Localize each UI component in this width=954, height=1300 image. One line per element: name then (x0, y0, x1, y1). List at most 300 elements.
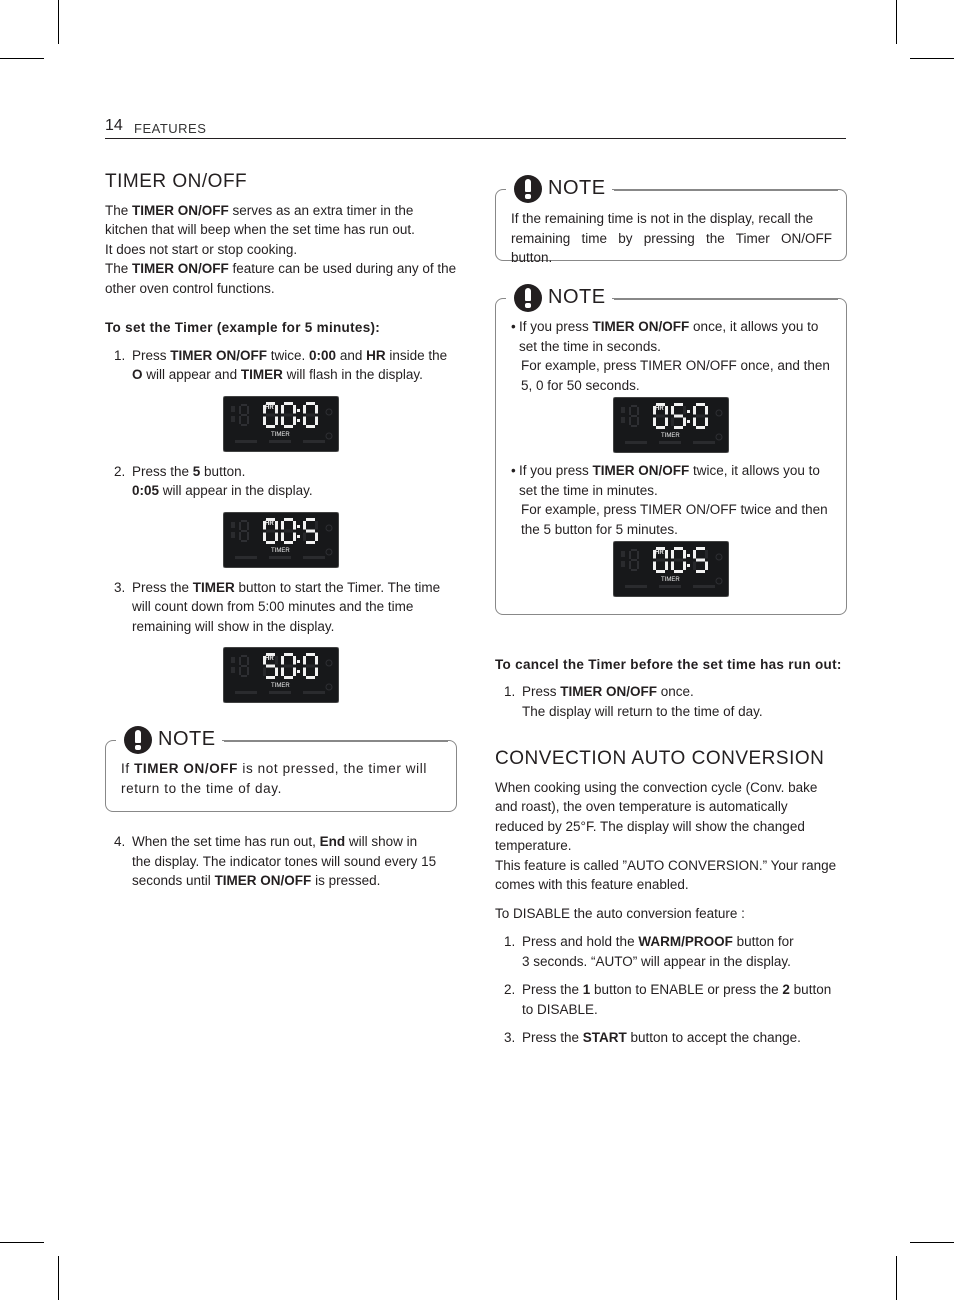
remaining-time-note-box (495, 177, 847, 265)
lcd-segment (693, 406, 696, 415)
step-number: 4. (114, 834, 126, 849)
lcd-segment (306, 665, 315, 668)
text-line: seconds until TIMER ON/OFF is pressed. (132, 873, 381, 888)
lcd-colon-dot (297, 660, 300, 663)
lcd-ghost-label (303, 556, 325, 559)
lcd-segment (696, 403, 705, 406)
bullet-dot: • (511, 319, 516, 334)
lcd-segment (263, 532, 266, 541)
convection-paragraph (495, 778, 847, 895)
text-line: 5, 0 for 50 seconds. (521, 377, 640, 393)
crop-mark (0, 58, 44, 59)
lcd-segment (247, 522, 249, 530)
bold-term: 5 (192, 463, 201, 479)
text-line: remaining time by pressing the Timer ON/OFF button. (511, 230, 832, 265)
lcd-segment (281, 405, 284, 414)
lcd-ghost-label (231, 406, 235, 412)
lcd-segment (241, 655, 247, 657)
lcd-segment (653, 562, 656, 571)
lcd-timer-label: TIMER (661, 577, 680, 583)
lcd-segment (315, 405, 318, 414)
bold-term: TIMER (192, 579, 235, 595)
lcd-segment (306, 425, 315, 428)
lcd-timer-label: TIMER (271, 431, 290, 438)
lcd-segment (275, 416, 278, 425)
lcd-colon-dot (687, 420, 690, 423)
text-line: to DISABLE. (522, 1001, 598, 1017)
text-line: O will appear and TIMER will flash in the display. (132, 367, 423, 382)
lcd-segment (696, 415, 705, 418)
bold-term: TIMER ON/OFF (132, 202, 229, 218)
lcd-segment (275, 656, 278, 665)
text-line: reduced by 25°F. The display will show the changed (495, 818, 805, 834)
text-line: Press the TIMER button to start the Timer. The time (132, 579, 441, 595)
note-heading (506, 174, 612, 204)
lcd-segment (674, 426, 683, 429)
lcd-segment (293, 532, 296, 541)
lcd-segment (696, 559, 705, 562)
lcd-ghost-label (231, 657, 235, 663)
lcd-segment (665, 550, 668, 559)
lcd-segment (674, 415, 683, 418)
timer-step-3 (105, 578, 457, 637)
lcd-ghost-label (235, 440, 257, 443)
bold-term: O (132, 367, 143, 382)
step-number: 3. (504, 1030, 516, 1045)
lcd-segment (705, 418, 708, 427)
bold-term: TIMER ON/OFF (560, 684, 658, 699)
crop-mark (896, 0, 897, 44)
text-line: Press the START button to accept the change. (522, 1030, 801, 1045)
lcd-ghost-label (693, 585, 715, 588)
lcd-segment (275, 405, 278, 414)
text-line: the display. The indicator tones will sound every 15 (132, 853, 437, 869)
step-number: 1. (504, 934, 516, 949)
bold-term: 0:05 (132, 483, 160, 498)
lcd-segment (275, 532, 278, 541)
lcd-ghost-label (231, 522, 235, 528)
lcd-ghost-label (231, 416, 235, 422)
bold-term: START (582, 1030, 627, 1045)
bold-term: 0:00 (309, 347, 337, 363)
lcd-segment (674, 570, 683, 573)
lcd-segment (303, 405, 306, 414)
text-line: 3 seconds. “AUTO” will appear in the display. (522, 953, 791, 969)
lcd-segment (284, 541, 293, 544)
lcd-ghost-label (231, 532, 235, 538)
text-line: will count down from 5:00 minutes and the time (132, 599, 414, 614)
lcd-segment (671, 562, 674, 571)
lcd-segment (653, 418, 656, 427)
lcd-colon-dot (297, 409, 300, 412)
lcd-segment (696, 547, 705, 550)
lcd-segment (315, 416, 318, 425)
lcd-display-0-50 (613, 397, 729, 453)
note-rule (614, 190, 838, 191)
lcd-segment (241, 414, 247, 416)
exclamation-icon (514, 175, 542, 203)
lcd-segment (671, 418, 674, 427)
lcd-segment (284, 425, 293, 428)
text-line: For example, press TIMER ON/OFF once, and then (521, 358, 830, 373)
lcd-ghost-label (303, 691, 325, 694)
lcd-ghost-label (621, 417, 625, 423)
lcd-segment (284, 676, 293, 679)
lcd-segment (247, 667, 249, 675)
lcd-segment (266, 425, 275, 428)
lcd-segment (629, 561, 631, 569)
lcd-segment (241, 424, 247, 426)
lcd-segment (637, 417, 639, 425)
lcd-segment (665, 406, 668, 415)
lcd-hr-label: HR (265, 520, 274, 527)
lcd-ghost-label (235, 691, 257, 694)
lcd-segment (306, 676, 315, 679)
lcd-ghost-label (235, 556, 257, 559)
lcd-segment (674, 403, 683, 406)
set-timer-subheading: To set the Timer (example for 5 minutes): (105, 320, 381, 335)
lcd-segment (683, 418, 686, 427)
lcd-segment (284, 518, 293, 521)
lcd-ghost-label (621, 407, 625, 413)
text-line: Press TIMER ON/OFF once. (522, 684, 694, 699)
lcd-segment (275, 668, 278, 677)
lcd-segment (306, 413, 315, 416)
text-line: remaining will show in the display. (132, 618, 335, 634)
convection-title: CONVECTION AUTO CONVERSION (495, 748, 825, 769)
lcd-ghost-label (269, 556, 291, 559)
text-line: This feature is called ”AUTO CONVERSION.” Your range (495, 857, 837, 873)
text-line: Press the 1 button to ENABLE or press the 2 button (522, 982, 832, 997)
lcd-segment (631, 415, 637, 417)
text-line: kitchen that will beep when the set time has run out. (105, 222, 415, 237)
text-line: If you press TIMER ON/OFF twice, it allows you to (519, 463, 820, 478)
lcd-segment (303, 416, 306, 425)
text-line: If you press TIMER ON/OFF once, it allows you to (519, 319, 819, 334)
lcd-ghost-label (269, 691, 291, 694)
bullet-seconds (511, 317, 831, 395)
lcd-display-0-05 (223, 512, 339, 568)
lcd-segment (284, 529, 293, 532)
lcd-segment (241, 530, 247, 532)
convection-step-1 (495, 932, 847, 971)
lcd-segment (241, 675, 247, 677)
lcd-timer-label: TIMER (661, 433, 680, 439)
bold-term: End (319, 834, 346, 849)
text-line: For example, press TIMER ON/OFF twice and then (521, 502, 828, 517)
lcd-segment (293, 405, 296, 414)
lcd-segment (306, 518, 315, 521)
note-heading (506, 283, 612, 313)
lcd-segment (239, 416, 241, 424)
text-line: other oven control functions. (105, 280, 275, 296)
bold-term: HR (366, 347, 386, 363)
lcd-segment (705, 406, 708, 415)
text-line: It does not start or stop cooking. (105, 241, 298, 257)
lcd-segment (705, 562, 708, 571)
lcd-segment (266, 665, 275, 668)
lcd-colon-dot (297, 419, 300, 422)
text-line: The display will return to the time of day. (522, 703, 763, 719)
timer-step-1 (105, 346, 457, 385)
lcd-segment (629, 417, 631, 425)
timer-step-4 (105, 832, 457, 891)
lcd-segment (665, 562, 668, 571)
bold-term: TIMER ON/OFF (214, 873, 312, 888)
note-label: NOTE (548, 286, 606, 309)
lcd-svg (613, 541, 729, 597)
lcd-segment (656, 570, 665, 573)
lcd-ghost-label (659, 441, 681, 444)
lcd-display-5-00 (223, 647, 339, 703)
lcd-segment (656, 415, 665, 418)
text-line: the 5 button for 5 minutes. (521, 521, 678, 537)
lcd-segment (696, 426, 705, 429)
lcd-segment (315, 656, 318, 665)
convection-step-3 (495, 1028, 847, 1048)
lcd-segment (284, 653, 293, 656)
text-line: set the time in minutes. (519, 482, 658, 498)
lcd-segment (315, 668, 318, 677)
text-line: Press the 5 button. (132, 463, 246, 479)
note-text (121, 759, 442, 798)
lcd-hr-label: HR (265, 656, 274, 662)
cancel-step-1 (495, 682, 847, 721)
step-number: 2. (114, 463, 126, 479)
lcd-segment (683, 550, 686, 559)
timer-step-2 (105, 462, 457, 501)
lcd-segment (693, 418, 696, 427)
lcd-segment (674, 559, 683, 562)
lcd-segment (293, 668, 296, 677)
note-rule (614, 299, 838, 300)
right-column (495, 177, 847, 1048)
lcd-timer-label: TIMER (271, 683, 290, 689)
lcd-segment (284, 665, 293, 668)
lcd-colon-dot (297, 525, 300, 528)
text-line: The TIMER ON/OFF feature can be used during any of the (105, 261, 457, 276)
lcd-segment (306, 402, 315, 405)
lcd-segment (637, 551, 639, 559)
lcd-ghost-label (693, 441, 715, 444)
lcd-segment (696, 570, 705, 573)
disable-intro: To DISABLE the auto conversion feature : (495, 905, 745, 921)
lcd-segment (239, 406, 241, 414)
lcd-segment (683, 406, 686, 415)
lcd-segment (284, 413, 293, 416)
lcd-segment (239, 657, 241, 665)
bold-term: TIMER ON/OFF (592, 319, 690, 334)
bold-term: TIMER ON/OFF (134, 761, 239, 776)
lcd-segment (665, 418, 668, 427)
lcd-segment (266, 541, 275, 544)
lcd-segment (263, 668, 266, 677)
lcd-hr-label: HR (655, 406, 664, 412)
lcd-segment (247, 657, 249, 665)
lcd-segment (303, 532, 306, 541)
lcd-segment (693, 550, 696, 559)
lcd-display-0-00 (223, 396, 339, 452)
lcd-svg (223, 396, 339, 452)
lcd-segment (303, 521, 306, 530)
lcd-segment (266, 676, 275, 679)
lcd-segment (315, 521, 318, 530)
lcd-ghost-label (625, 585, 647, 588)
text-line: When the set time has run out, End will show in (132, 834, 418, 849)
lcd-segment (306, 529, 315, 532)
lcd-segment (303, 656, 306, 665)
lcd-segment (247, 406, 249, 414)
page-number: 14 (105, 117, 123, 134)
lcd-hr-label: HR (265, 404, 274, 411)
timer-note-box (105, 728, 457, 812)
step-number: 1. (114, 347, 126, 363)
exclamation-icon (514, 284, 542, 312)
crop-mark (58, 1256, 59, 1300)
lcd-hr-label: HR (655, 550, 664, 556)
lcd-segment (306, 653, 315, 656)
lcd-segment (629, 407, 631, 415)
lcd-segment (631, 405, 637, 407)
lcd-svg (223, 512, 339, 568)
lcd-segment (671, 550, 674, 559)
lcd-segment (247, 532, 249, 540)
lcd-ghost-label (303, 440, 325, 443)
lcd-segment (293, 521, 296, 530)
bullet-minutes (511, 461, 831, 539)
lcd-segment (671, 406, 674, 415)
lcd-segment (266, 413, 275, 416)
lcd-segment (705, 550, 708, 559)
bold-term: TIMER ON/OFF (132, 261, 229, 276)
lcd-segment (293, 416, 296, 425)
timer-intro (105, 201, 457, 299)
exclamation-icon (124, 726, 152, 754)
lcd-segment (281, 416, 284, 425)
lcd-segment (303, 668, 306, 677)
lcd-svg (613, 397, 729, 453)
text-line: comes with this feature enabled. (495, 877, 689, 892)
lcd-svg (223, 647, 339, 703)
lcd-segment (281, 656, 284, 665)
lcd-ghost-label (269, 440, 291, 443)
text-line: Press and hold the WARM/PROOF button for (522, 934, 794, 949)
lcd-segment (693, 562, 696, 571)
lcd-segment (281, 521, 284, 530)
lcd-segment (631, 569, 637, 571)
lcd-segment (306, 541, 315, 544)
text-line: If TIMER ON/OFF is not pressed, the timer will (121, 761, 427, 776)
lcd-ghost-label (231, 667, 235, 673)
timer-modes-note-box (495, 286, 847, 615)
lcd-segment (629, 551, 631, 559)
lcd-segment (637, 561, 639, 569)
lcd-segment (239, 522, 241, 530)
lcd-segment (315, 532, 318, 541)
lcd-segment (241, 665, 247, 667)
note-label: NOTE (158, 728, 216, 751)
text-line: If the remaining time is not in the display, recall the (511, 211, 814, 226)
bold-term: TIMER ON/OFF (592, 463, 690, 478)
text-line: When cooking using the convection cycle (Conv. bake (495, 779, 818, 795)
crop-mark (896, 1256, 897, 1300)
lcd-segment (631, 425, 637, 427)
step-number: 3. (114, 579, 126, 595)
note-text (511, 209, 832, 268)
note-rule (224, 741, 448, 742)
note-heading (116, 725, 222, 755)
timer-title: TIMER ON/OFF (105, 171, 248, 192)
lcd-segment (263, 416, 266, 425)
crop-mark (910, 1242, 954, 1243)
bold-term: 1 (582, 982, 591, 997)
lcd-segment (631, 549, 637, 551)
cancel-timer-subheading: To cancel the Timer before the set time has run out: (495, 657, 842, 672)
section-label: FEATURES (134, 121, 207, 136)
text-line: The TIMER ON/OFF serves as an extra timer in the (105, 202, 414, 218)
note-label: NOTE (548, 177, 606, 200)
lcd-ghost-label (621, 561, 625, 567)
convection-step-2 (495, 980, 847, 1019)
lcd-segment (247, 416, 249, 424)
lcd-segment (266, 529, 275, 532)
text-line: return to the time of day. (121, 780, 282, 796)
lcd-ghost-label (659, 585, 681, 588)
text-line: set the time in seconds. (519, 338, 661, 354)
lcd-colon-dot (297, 535, 300, 538)
lcd-segment (683, 562, 686, 571)
header-rule (105, 138, 846, 139)
text-line: 0:05 will appear in the display. (132, 483, 313, 498)
step-number: 2. (504, 982, 516, 997)
lcd-ghost-label (625, 441, 647, 444)
lcd-segment (674, 547, 683, 550)
bold-term: 2 (782, 982, 790, 997)
lcd-segment (241, 520, 247, 522)
lcd-segment (241, 540, 247, 542)
lcd-segment (241, 404, 247, 406)
lcd-segment (631, 559, 637, 561)
lcd-segment (275, 521, 278, 530)
lcd-segment (281, 532, 284, 541)
bullet-dot: • (511, 463, 516, 478)
lcd-segment (656, 426, 665, 429)
crop-mark (0, 1242, 44, 1243)
crop-mark (58, 0, 59, 44)
lcd-timer-label: TIMER (271, 547, 290, 554)
step-number: 1. (504, 684, 516, 699)
lcd-segment (637, 407, 639, 415)
lcd-display-0-05 (613, 541, 729, 597)
bold-term: TIMER ON/OFF (170, 347, 268, 363)
lcd-segment (293, 656, 296, 665)
text-line: Press TIMER ON/OFF twice. 0:00 and HR inside the (132, 347, 448, 363)
crop-mark (910, 58, 954, 59)
left-column (105, 172, 457, 891)
lcd-colon-dot (687, 554, 690, 557)
bold-term: WARM/PROOF (638, 934, 733, 949)
lcd-segment (239, 667, 241, 675)
lcd-colon-dot (297, 670, 300, 673)
lcd-colon-dot (687, 564, 690, 567)
lcd-segment (656, 559, 665, 562)
lcd-colon-dot (687, 410, 690, 413)
lcd-ghost-label (621, 551, 625, 557)
lcd-segment (239, 532, 241, 540)
lcd-segment (281, 668, 284, 677)
lcd-segment (284, 402, 293, 405)
note-bullets (511, 317, 831, 597)
